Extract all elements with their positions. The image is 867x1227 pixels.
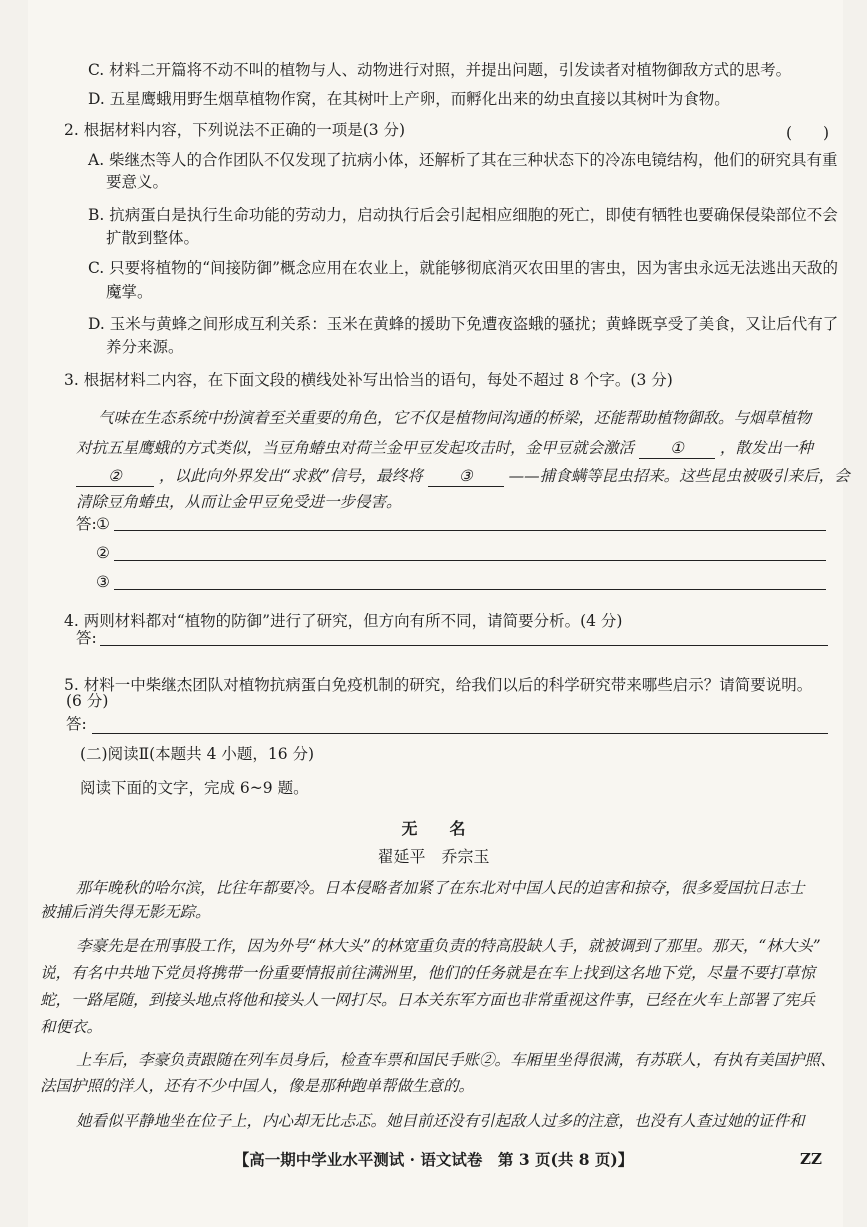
- q2-answer-paren: ( ): [786, 124, 830, 142]
- story-para-1-cont: 被捕后消失得无影无踪。: [40, 903, 211, 921]
- q3-answer-1-line: [114, 530, 826, 531]
- q3-passage-line3: [76, 466, 850, 487]
- q3-passage-text: 对抗五星鹰蛾的方式类似，当豆角蝽虫对荷兰金甲豆发起攻击时，金甲豆就会激活: [76, 439, 635, 457]
- q2-option-d: D. 玉米与黄蜂之间形成互利关系：玉米在黄蜂的援助下免遭夜盗蛾的骚扰；黄蜂既享受了美食，又让后代有了: [88, 315, 839, 333]
- q5-stem: 5. 材料一中柴继杰团队对植物抗病蛋白免疫机制的研究，给我们以后的科学研究带来哪些启示？请简要说明。: [64, 676, 813, 694]
- q2-option-c: C. 只要将植物的“间接防御”概念应用在农业上，就能够彻底消灭农田里的害虫，因为害虫永远无法逃出天敌的: [88, 259, 839, 277]
- q2-option-b: B. 抗病蛋白是执行生命功能的劳动力，启动执行后会引起相应细胞的死亡，即使有牺牲也要确保侵染部位不会: [88, 206, 838, 224]
- q3-answer-2-line: [114, 560, 826, 561]
- section-instruction: 阅读下面的文字，完成 6~9 题。: [80, 779, 309, 797]
- q2-stem: 2. 根据材料内容，下列说法不正确的一项是(3 分): [64, 121, 406, 139]
- story-para-3-cont: 法国护照的洋人，还有不少中国人，像是那种跑单帮做生意的。: [40, 1077, 475, 1095]
- story-title: 无 名: [401, 819, 466, 838]
- corner-mark: ZZ: [800, 1150, 822, 1168]
- story-para-2-cont: 说，有名中共地下党员将携带一份重要情报前往满洲里，他们的任务就是在车上找到这名地下党，尽量不要打草惊: [40, 964, 816, 982]
- section-heading: (二)阅读Ⅱ(本题共 4 小题，16 分): [80, 745, 315, 763]
- q1-option-c: C. 材料二开篇将不动不叫的植物与人、动物进行对照，并提出问题，引发读者对植物御敌方式的思考。: [88, 61, 792, 79]
- page-footer: 【高一期中学业水平测试 · 语文试卷 第 3 页(共 8 页)】: [233, 1150, 634, 1169]
- q3-answer-3-label: ③: [96, 573, 110, 591]
- story-para-2-cont: 和便衣。: [40, 1018, 103, 1036]
- q3-passage-line4: 清除豆角蝽虫，从而让金甲豆免受进一步侵害。: [76, 493, 402, 511]
- q3-passage-text: ，散发出一种: [719, 439, 813, 457]
- story-authors: 翟延平 乔宗玉: [377, 847, 490, 866]
- q2-option-c-cont: 魔掌。: [106, 283, 153, 301]
- fill-blank-3: ③: [428, 466, 504, 487]
- q4-stem: 4. 两则材料都对“植物的防御”进行了研究，但方向有所不同，请简要分析。(4 分): [64, 612, 623, 630]
- q3-answer-3-line: [114, 589, 826, 590]
- q4-answer-line: [100, 645, 828, 646]
- q2-option-d-cont: 养分来源。: [106, 338, 184, 356]
- q2-option-a: A. 柴继杰等人的合作团队不仅发现了抗病小体，还解析了其在三种状态下的冷冻电镜结构，他们的研究具有重: [88, 151, 838, 169]
- fill-blank-1: ①: [639, 438, 715, 459]
- q4-answer-label: 答:: [76, 629, 97, 647]
- q3-stem: 3. 根据材料二内容，在下面文段的横线处补写出恰当的语句，每处不超过 8 个字。(3 分): [64, 371, 673, 389]
- q3-passage-text: ，以此向外界发出“求救”信号，最终将: [158, 467, 423, 485]
- q5-answer-line: [92, 733, 828, 734]
- q3-passage-text: ——捕食螨等昆虫招来。这些昆虫被吸引来后，会: [508, 467, 850, 485]
- q5-stem-score: (6 分): [66, 692, 109, 710]
- q2-option-b-cont: 扩散到整体。: [106, 229, 200, 247]
- story-para-4: 她看似平静地坐在位子上，内心却无比忐忑。她目前还没有引起敌人过多的注意，也没有人查过她的证件和: [76, 1112, 805, 1130]
- q3-answer-1-label: ①: [96, 515, 110, 533]
- q1-option-d: D. 五星鹰蛾用野生烟草植物作窝，在其树叶上产卵，而孵化出来的幼虫直接以其树叶为食物。: [88, 90, 730, 108]
- q3-answer-label: 答:: [76, 515, 97, 533]
- q3-passage-line1: 气味在生态系统中扮演着至关重要的角色，它不仅是植物间沟通的桥梁，还能帮助植物御敌。与烟草植物: [98, 409, 812, 427]
- q3-passage-line2: [76, 438, 813, 459]
- story-para-2: 李豪先是在刑事股工作，因为外号“林大头”的林宽重负责的特高股缺人手，就被调到了那里。那天，“林大头”: [76, 937, 821, 955]
- story-para-1: 那年晚秋的哈尔滨，比往年都要冷。日本侵略者加紧了在东北对中国人民的迫害和掠夺，很多爱国抗日志士: [76, 879, 805, 897]
- fill-blank-2: ②: [76, 466, 154, 487]
- q2-option-a-cont: 要意义。: [106, 173, 169, 191]
- story-para-3: 上车后，李豪负责跟随在列车员身后，检查车票和国民手账②。车厢里坐得很满，有苏联人，有执有美国护照、: [76, 1051, 836, 1069]
- q3-answer-2-label: ②: [96, 544, 110, 562]
- story-para-2-cont: 蛇，一路尾随，到接头地点将他和接头人一网打尽。日本关东军方面也非常重视这件事，已经在火车上部署了宪兵: [40, 991, 816, 1009]
- q5-answer-label: 答:: [66, 715, 87, 733]
